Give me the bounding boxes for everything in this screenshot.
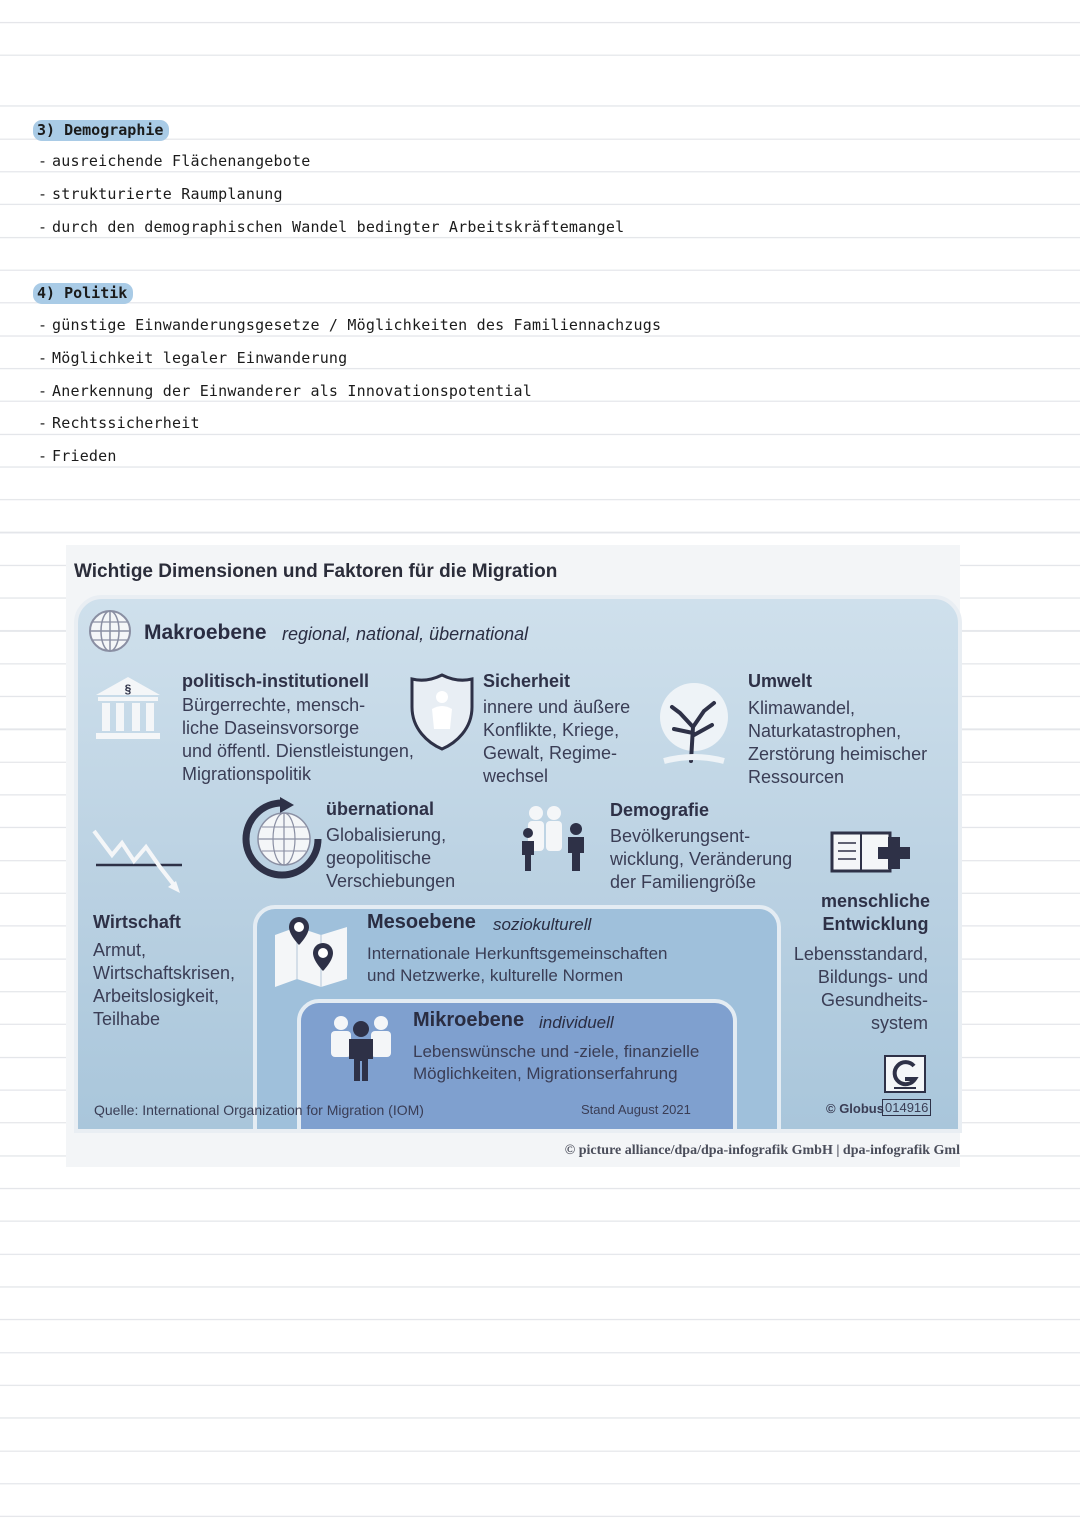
security-text: innere und äußere Konflikte, Kriege, Gewalt, Regime- wechsel xyxy=(483,697,631,786)
family-icon xyxy=(514,803,594,875)
globalization-icon xyxy=(240,797,324,881)
shield-icon xyxy=(408,671,476,753)
mikro-subtitle: individuell xyxy=(539,1013,614,1032)
date-label: Stand August 2021 xyxy=(581,1102,691,1117)
person-group-icon xyxy=(325,1011,397,1083)
supranational-text: Globalisierung, geopolitische Verschiebungen xyxy=(326,825,456,891)
list-item: - Rechtssicherheit xyxy=(38,414,200,432)
dead-tree-icon xyxy=(644,673,744,773)
economy-heading: Wirtschaft xyxy=(93,912,181,932)
list-item: - strukturierte Raumplanung xyxy=(38,185,283,203)
infographic-title: Wichtige Dimensionen und Faktoren für die Migration xyxy=(74,561,558,582)
recession-chart-icon xyxy=(90,825,186,897)
meso-subtitle: soziokulturell xyxy=(493,915,592,934)
education-health-icon xyxy=(830,829,920,877)
globus-number: 014916 xyxy=(882,1099,931,1116)
meso-text: Internationale Herkunftsgemeinschaften und Netzwerke, kulturelle Normen xyxy=(367,944,668,985)
political-heading: politisch-institutionell xyxy=(182,671,369,691)
demography-text: Bevölkerungsent- wicklung, Veränderung der Familiengröße xyxy=(610,826,793,892)
security-heading: Sicherheit xyxy=(483,671,571,691)
human-development-text: Lebensstandard, Bildungs- und Gesundheits- system xyxy=(793,944,928,1033)
supranational-heading: übernational xyxy=(326,799,435,819)
meso-title: Mesoebene xyxy=(367,911,476,933)
meso-panel xyxy=(253,905,781,1133)
mikro-text: Lebenswünsche und -ziele, finanzielle Möglichkeiten, Migrationserfahrung xyxy=(413,1042,700,1083)
list-item: - Möglichkeit legaler Einwanderung xyxy=(38,349,348,367)
economy-text: Armut, Wirtschaftskrisen, Arbeitslosigkeit, Teilhabe xyxy=(93,940,236,1029)
makro-title: Makroebene xyxy=(144,621,267,644)
source-label: Quelle: International Organization for Migration (IOM) xyxy=(94,1102,424,1118)
section-4-heading: 4) Politik xyxy=(33,283,133,304)
list-item: - ausreichende Flächenangebote xyxy=(38,152,311,170)
picture-credit: © picture alliance/dpa/dpa-infografik GmbH | dpa-infografik Gml xyxy=(564,1143,960,1158)
political-text: Bürgerrechte, mensch- liche Daseinsvorsorge und öffentl. Dienstleistungen, Migrationspolitik xyxy=(182,695,414,784)
list-item: - Frieden xyxy=(38,447,117,465)
globus-label: © Globus xyxy=(826,1101,884,1116)
demography-heading: Demografie xyxy=(610,800,710,820)
section-3-heading: 3) Demographie xyxy=(33,120,169,141)
list-item: - Anerkennung der Einwanderer als Innovationspotential xyxy=(38,382,532,400)
list-item: - durch den demographischen Wandel bedingter Arbeitskräftemangel xyxy=(38,218,625,236)
institution-icon xyxy=(92,673,164,745)
globe-icon xyxy=(88,609,132,653)
environment-text: Klimawandel, Naturkatastrophen, Zerstörung heimischer Ressourcen xyxy=(748,698,928,787)
map-pin-icon xyxy=(271,915,351,989)
svg-text:§: § xyxy=(124,682,132,696)
migration-infographic xyxy=(66,545,960,1167)
list-item: - günstige Einwanderungsgesetze / Möglichkeiten des Familiennachzugs xyxy=(38,316,662,334)
human-development-heading: menschliche Entwicklung xyxy=(820,891,931,934)
environment-heading: Umwelt xyxy=(748,671,813,691)
makro-panel xyxy=(74,595,962,1133)
makro-subtitle: regional, national, übernational xyxy=(282,624,529,644)
mikro-title: Mikroebene xyxy=(413,1009,525,1031)
globus-logo xyxy=(884,1055,926,1093)
